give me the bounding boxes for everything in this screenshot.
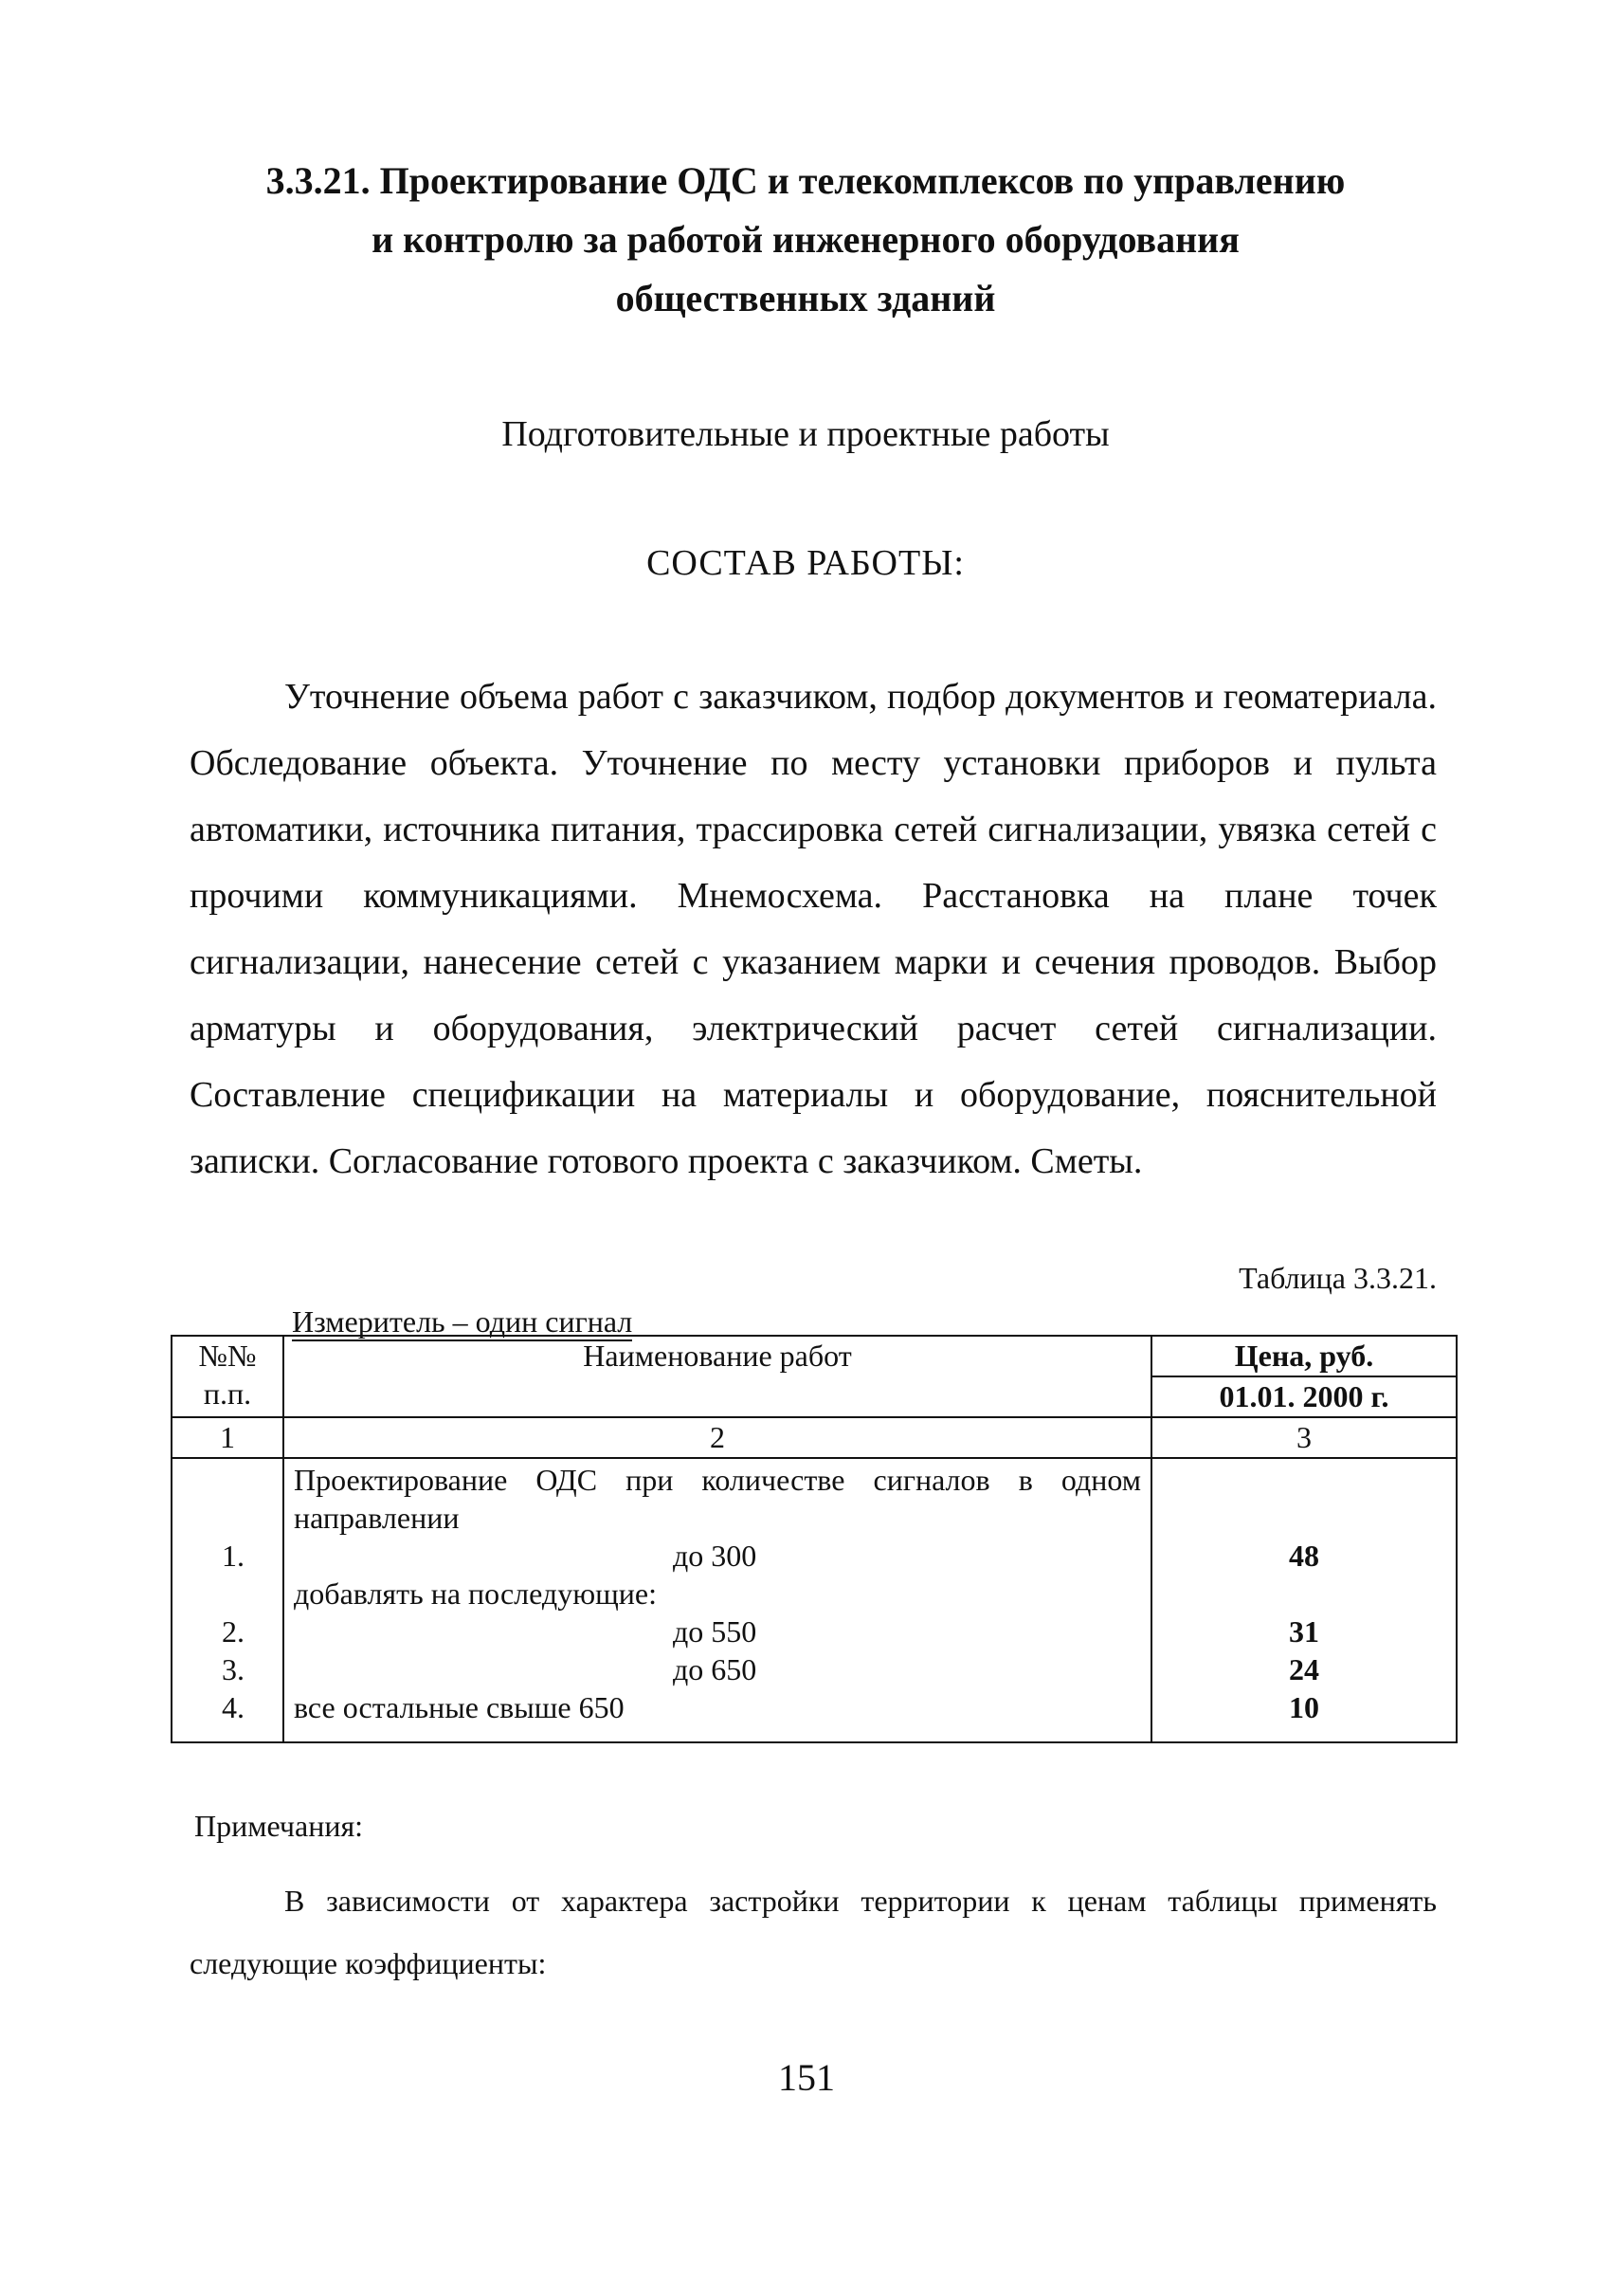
header-num [172,1336,283,1417]
row-num-1: 1. [222,1539,245,1573]
row-num-2: 2. [222,1614,245,1649]
work-description: Уточнение объема работ с заказчиком, подбор документов и геоматериала. Обследование объекта. Уточнение по месту установки приборов и пульта автоматики, источника питания, трассировка сетей сигнализации, увязка сетей с прочими коммуникациями. Мнемосхема. Расстановка на плане точек сигнализации, нанесение сетей с указанием марки и сечения проводов. Выбор арматуры и оборудования, электрический расчет сетей сигнализации. Составление спецификации на материалы и оборудование, пояснительной записки. Согласование готового проекта с заказчиком. Сметы. [190,677,1437,1181]
row-num-4: 4. [222,1690,245,1724]
name-line-4: добавлять на последующие: [294,1576,657,1611]
table-header-row [172,1336,1457,1376]
row-price-3: 24 [1289,1652,1319,1686]
col-index-2: 2 [283,1417,1151,1458]
name-line-2: направлении [294,1501,460,1535]
notes-text: В зависимости от характера застройки территории к ценам таблицы применять следующие коэффициенты: [190,1884,1437,1980]
table-caption: Таблица 3.3.21. [1239,1261,1437,1295]
row-num-3: 3. [222,1652,245,1686]
notes-title: Примечания: [194,1809,364,1843]
col-index-1: 1 [172,1417,283,1458]
name-column [283,1458,1151,1742]
row-price-2: 31 [1289,1614,1319,1649]
subtitle: Подготовительные и проектные работы [501,414,1110,454]
column-index-row [172,1417,1457,1458]
heading-line-3: общественных зданий [615,277,996,319]
name-line-3: до 300 [673,1539,757,1573]
name-line-5: до 550 [673,1614,757,1649]
header-num-line1: №№ [198,1339,257,1373]
price-table [171,1335,1458,1743]
table-body-row [172,1458,1457,1742]
section-title: СОСТАВ РАБОТЫ: [646,543,965,583]
name-line-6: до 650 [673,1652,757,1686]
heading-line-1: 3.3.21. Проектирование ОДС и телекомплексов по управлению [265,159,1346,202]
num-column [172,1458,283,1742]
header-num-line2: п.п. [203,1376,252,1411]
name-line-7: все остальные свыше 650 [294,1690,625,1724]
name-line-1: Проектирование ОДС при количестве сигналов в одном [294,1463,1141,1497]
heading-line-2: и контролю за работой инженерного оборудования [372,218,1240,261]
page-number: 151 [778,2056,835,2099]
row-price-1: 48 [1289,1539,1319,1573]
price-column [1151,1458,1457,1742]
col-index-3: 3 [1151,1417,1457,1458]
row-price-4: 10 [1289,1690,1319,1724]
header-price: Цена, руб. [1151,1336,1457,1376]
measure-unit: Измеритель – один сигнал [292,1304,632,1341]
header-name: Наименование работ [283,1336,1151,1417]
header-date: 01.01. 2000 г. [1151,1376,1457,1417]
section-heading [190,152,1422,328]
